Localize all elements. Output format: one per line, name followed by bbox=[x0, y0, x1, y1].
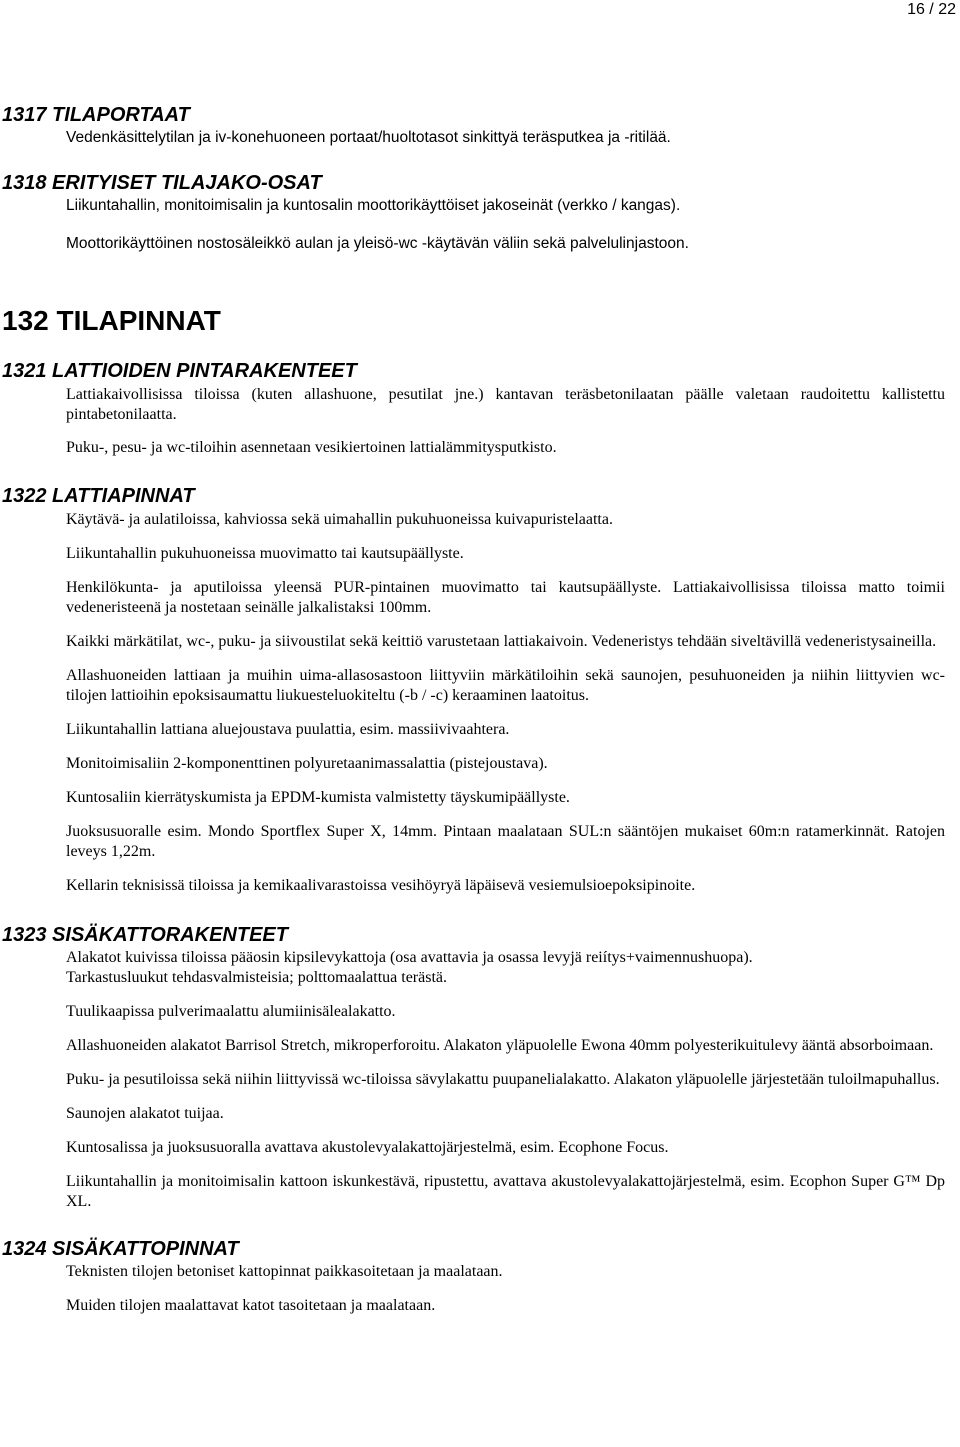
section-heading-1321: 1321 LATTIOIDEN PINTARAKENTEET bbox=[2, 360, 357, 382]
paragraph: Moottorikäyttöinen nostosäleikkö aulan ja yleisö-wc -käytävän väliin sekä palvelulinjastoon. bbox=[66, 235, 689, 252]
paragraph: Henkilökunta- ja aputiloissa yleensä PUR-pintainen muovimatto tai kautsupäällyste. Lattiakaivollisissa tiloissa matto toimii vedeneristeenä ja nostetaan seinälle jalkalistaksi 100mm. bbox=[66, 579, 945, 616]
paragraph: Käytävä- ja aulatiloissa, kahviossa sekä uimahallin pukuhuoneissa kuivapuristelaatta. bbox=[66, 511, 613, 528]
section-heading-1324: 1324 SISÄKATTOPINNAT bbox=[2, 1238, 239, 1260]
paragraph: Liikuntahallin pukuhuoneissa muovimatto tai kautsupäällyste. bbox=[66, 545, 464, 562]
section-heading-1323: 1323 SISÄKATTORAKENTEET bbox=[2, 924, 288, 946]
paragraph: Monitoimisaliin 2-komponenttinen polyuretaanimassalattia (pistejoustava). bbox=[66, 755, 548, 772]
paragraph: Allashuoneiden alakatot Barrisol Stretch, mikroperforoitu. Alakaton yläpuolelle Ewona 40mm polyesterikuitulevy ääntä absorboimaan. bbox=[66, 1037, 934, 1054]
section-heading-132: 132 TILAPINNAT bbox=[2, 305, 221, 336]
section-heading-1318: 1318 ERITYISET TILAJAKO-OSAT bbox=[2, 172, 322, 194]
paragraph: Kellarin teknisissä tiloissa ja kemikaalivarastoissa vesihöyryä läpäisevä vesiemulsioepoksipinoite. bbox=[66, 877, 696, 894]
paragraph: Muiden tilojen maalattavat katot tasoitetaan ja maalataan. bbox=[66, 1297, 436, 1314]
paragraph: Puku- ja pesutiloissa sekä niihin liittyvissä wc-tiloissa sävylakattu puupanelialakatto. Alakaton yläpuolelle järjestetään tuloilmapuhallus. bbox=[66, 1071, 940, 1088]
paragraph: Tarkastusluukut tehdasvalmisteisia; polttomaalattua terästä. bbox=[66, 969, 447, 986]
paragraph: Tuulikaapissa pulverimaalattu alumiinisälealakatto. bbox=[66, 1003, 396, 1020]
paragraph: Puku-, pesu- ja wc-tiloihin asennetaan vesikiertoinen lattialämmitysputkisto. bbox=[66, 439, 557, 456]
paragraph: Alakatot kuivissa tiloissa pääosin kipsilevykattoja (osa avattavia ja osassa levyjä reiítys+vaimennushuopa). bbox=[66, 949, 753, 966]
paragraph: Kuntosalissa ja juoksusuoralla avattava akustolevyalakattojärjestelmä, esim. Ecophone Focus. bbox=[66, 1139, 669, 1156]
paragraph: Teknisten tilojen betoniset kattopinnat paikkasoitetaan ja maalataan. bbox=[66, 1263, 503, 1280]
document-body bbox=[0, 102, 945, 1316]
paragraph: Liikuntahallin ja monitoimisalin kattoon iskunkestävä, ripustettu, avattava akustolevyalakattojärjestelmä, esim. Ecophon Super G™ Dp XL. bbox=[66, 1173, 945, 1210]
paragraph: Lattiakaivollisissa tiloissa (kuten allashuone, pesutilat jne.) kantavan teräsbetonilaatan päälle valetaan raudoitettu kallistettu pintabetonilaatta. bbox=[66, 386, 945, 423]
paragraph: Allashuoneiden lattiaan ja muihin uima-allasosastoon liittyviin märkätiloihin sekä saunojen, pesuhuoneiden ja niihin liittyvien wc- tilojen lattioihin epoksisaumattu liukuesteluokiteltu (-b / -c) keraaminen laatoitus. bbox=[66, 667, 945, 704]
paragraph: Liikuntahallin lattiana aluejoustava puulattia, esim. massiivivaahtera. bbox=[66, 721, 510, 738]
paragraph: Saunojen alakatot tuijaa. bbox=[66, 1105, 224, 1122]
paragraph: Liikuntahallin, monitoimisalin ja kuntosalin moottorikäyttöiset jakoseinät (verkko / kangas). bbox=[66, 197, 681, 214]
paragraph: Juoksusuoralle esim. Mondo Sportflex Super X, 14mm. Pintaan maalataan SUL:n sääntöjen mukaiset 60m:n ratamerkinnät. Ratojen leveys 1,22m. bbox=[66, 823, 945, 860]
page-number: 16 / 22 bbox=[907, 1, 956, 18]
paragraph: Kuntosaliin kierrätyskumista ja EPDM-kumista valmistetty täyskumipäällyste. bbox=[66, 789, 570, 806]
paragraph: Vedenkäsittelytilan ja iv-konehuoneen portaat/huoltotasot sinkittyä teräsputkea ja -ritilää. bbox=[66, 129, 671, 146]
section-heading-1322: 1322 LATTIAPINNAT bbox=[2, 485, 195, 507]
paragraph: Kaikki märkätilat, wc-, puku- ja siivoustilat sekä keittiö varustetaan lattiakaivoin. Vedeneristys tehdään siveltävillä vedeneristysaineilla. bbox=[66, 633, 937, 650]
section-heading-1317: 1317 TILAPORTAAT bbox=[2, 104, 190, 126]
